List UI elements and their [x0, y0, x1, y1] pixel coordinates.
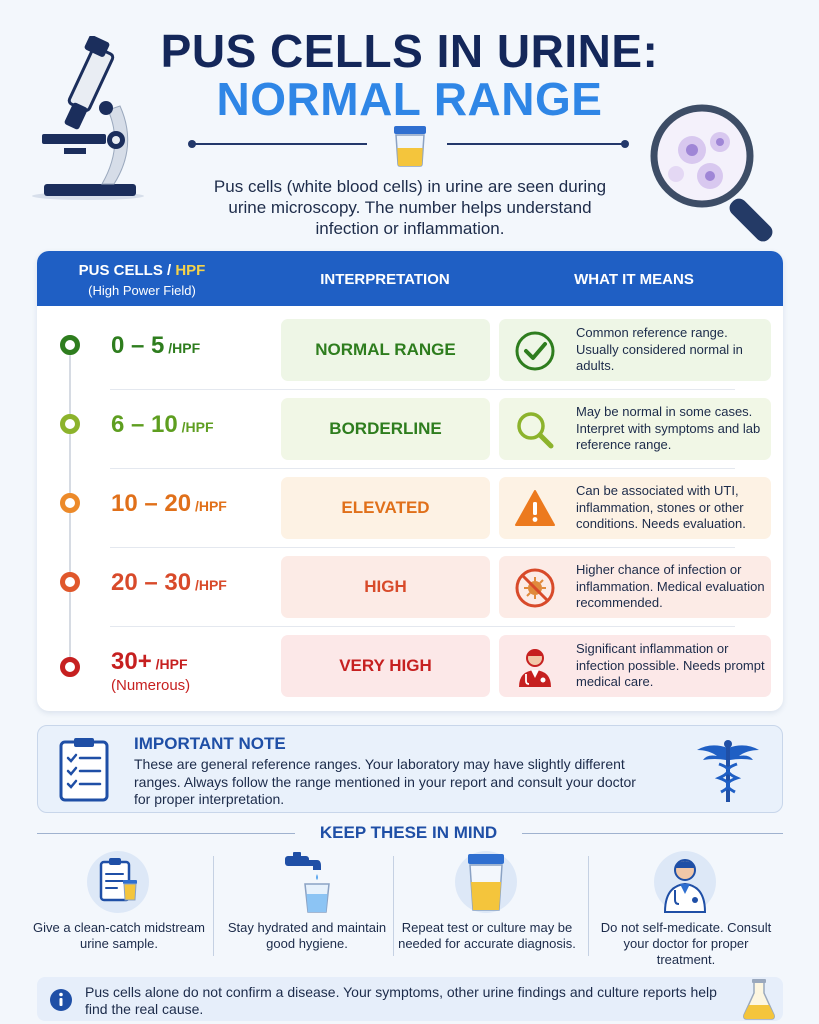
meaning-text: Common reference range. Usually considered normal in adults.: [576, 325, 743, 373]
caduceus-icon: [693, 738, 763, 804]
table-row: [37, 464, 783, 543]
meaning-cell: [499, 319, 771, 381]
range-marker: [60, 493, 80, 513]
title-divider-right: [447, 143, 625, 145]
microscope-icon: [28, 36, 148, 201]
interpretation-badge: VERY HIGH: [281, 635, 490, 697]
interpretation-badge: NORMAL RANGE: [281, 319, 490, 381]
tip-divider: [213, 856, 214, 956]
warning-icon: [513, 487, 557, 531]
title-divider-left: [192, 143, 367, 145]
range-value: 30+ /HPF: [111, 648, 188, 675]
meaning-text: Higher chance of infection or inflammation. Medical evaluation recommended.: [576, 562, 765, 610]
table-row: [37, 306, 783, 385]
range-subtext: (Numerous): [111, 677, 191, 694]
table-row: [37, 385, 783, 464]
intro-text: Pus cells (white blood cells) in urine are seen during urine microscopy. The number helps understand infection or inflammation.: [213, 177, 607, 238]
meaning-text: May be normal in some cases. Interpret with symptoms and lab reference range.: [576, 404, 761, 452]
range-marker: [60, 335, 80, 355]
tip-text: Do not self-medicate. Consult your doctor for proper treatment.: [600, 920, 772, 967]
tip-item: [30, 850, 208, 970]
column-header-what-it-means: WHAT IT MEANS: [574, 271, 694, 288]
interpretation-badge: ELEVATED: [281, 477, 490, 539]
table-row: [37, 622, 783, 701]
page-title-line2: NORMAL RANGE: [216, 73, 603, 125]
checklist-icon: [58, 736, 110, 802]
table-row: [37, 543, 783, 622]
flask-icon: [741, 977, 777, 1021]
range-marker: [60, 572, 80, 592]
check-circle-icon: [513, 329, 557, 373]
range-value: 6 – 10 /HPF: [111, 411, 214, 438]
tip-text: Give a clean-catch midstream urine sample.: [33, 920, 205, 951]
doctor-icon: [650, 850, 720, 914]
table-header: [37, 251, 783, 306]
section-divider-left: [37, 833, 295, 834]
note-title: IMPORTANT NOTE: [134, 734, 286, 753]
info-icon: [49, 988, 73, 1012]
column-header-interpretation: INTERPRETATION: [320, 271, 450, 288]
footer-text: Pus cells alone do not confirm a disease. Your symptoms, other urine findings and culture reports help find the real cause.: [85, 984, 717, 1017]
clipboard-sample-icon: [83, 850, 153, 914]
no-bacteria-icon: [513, 566, 557, 610]
column-header-pus-cells: PUS CELLS / HPF: [78, 262, 206, 279]
section-divider-right: [522, 833, 783, 834]
note-text: These are general reference ranges. Your laboratory may have slightly different ranges. Always follow the range mentioned in your report and consult your doctor for proper interpretation.: [134, 756, 636, 807]
page-title-line1: PUS CELLS IN URINE:: [160, 25, 659, 77]
divider-dot: [621, 140, 629, 148]
keep-in-mind-title: KEEP THESE IN MIND: [319, 823, 498, 842]
magnifier-icon: [513, 408, 557, 452]
meaning-cell: [499, 556, 771, 618]
water-tap-icon: [271, 850, 341, 914]
range-marker: [60, 657, 80, 677]
interpretation-badge: HIGH: [281, 556, 490, 618]
interpretation-badge: BORDERLINE: [281, 398, 490, 460]
tip-item: [398, 850, 576, 970]
tip-item: [218, 850, 396, 970]
tip-item: [597, 850, 775, 970]
important-note: [37, 725, 783, 813]
range-value: 0 – 5 /HPF: [111, 332, 201, 359]
range-value: 20 – 30 /HPF: [111, 569, 227, 596]
tip-divider: [393, 856, 394, 956]
meaning-cell: [499, 477, 771, 539]
footer-disclaimer: [37, 977, 783, 1021]
meaning-text: Can be associated with UTI, inflammation, stones or other conditions. Needs evaluation.: [576, 483, 746, 531]
tip-divider: [588, 856, 589, 956]
column-header-subtitle: (High Power Field): [88, 283, 196, 298]
meaning-cell: [499, 398, 771, 460]
range-marker: [60, 414, 80, 434]
tip-text: Repeat test or culture may be needed for accurate diagnosis.: [398, 920, 576, 951]
meaning-text: Significant inflammation or infection possible. Needs prompt medical care.: [576, 641, 765, 689]
tip-text: Stay hydrated and maintain good hygiene.: [227, 920, 387, 951]
range-value: 10 – 20 /HPF: [111, 490, 227, 517]
magnifier-cells-icon: [646, 104, 811, 249]
doctor-icon: [513, 645, 557, 689]
urine-cup-icon: [451, 850, 521, 914]
urine-cup-icon: [390, 124, 430, 168]
meaning-cell: [499, 635, 771, 697]
